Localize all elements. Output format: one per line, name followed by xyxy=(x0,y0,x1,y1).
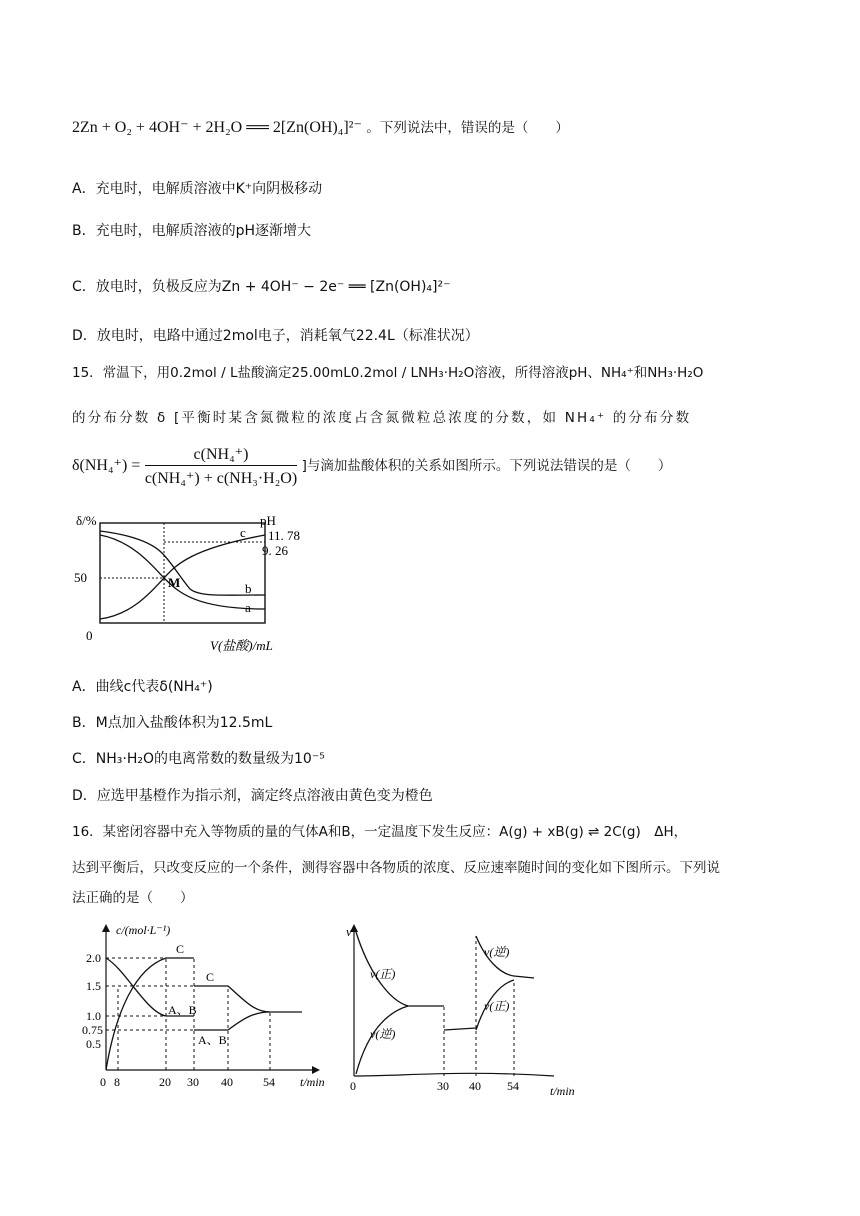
q16-line1: 16．某密闭容器中充入等物质的量的气体A和B，一定温度下发生反应：A(g) + xB(g) ⇌ 2C(g) ΔH， xyxy=(72,824,688,840)
option-label: C． xyxy=(72,279,96,295)
q15-option-c[interactable] xyxy=(72,748,325,768)
option-label: A． xyxy=(72,181,96,197)
q16-rate-figure xyxy=(344,920,584,1100)
q16-fig1-x-tick-0: 0 xyxy=(100,1075,106,1089)
q16-fig1-label-c2: C xyxy=(206,970,215,984)
option-text: 应选甲基橙作为指示剂，滴定终点溶液由黄色变为橙色 xyxy=(96,788,433,804)
q15-formula-lhs: δ(NH₄⁺) = xyxy=(72,457,141,474)
option-label: B． xyxy=(72,715,96,731)
option-text: 充电时，电解质溶液中K⁺向阴极移动 xyxy=(95,181,323,197)
q15-line2: 的分布分数 δ [平衡时某含氮微粒的浓度占含氮微粒总浓度的分数，如 NH₄⁺ 的分布分数 xyxy=(72,410,692,426)
q16-fig1-y-tick-075: 0.75 xyxy=(82,1023,103,1037)
q16-concentration-figure xyxy=(82,920,336,1100)
option-text: 充电时，电解质溶液的pH逐渐增大 xyxy=(95,223,312,239)
q16-fig1-label-ab2: A、B xyxy=(198,1033,227,1047)
option-text: 曲线c代表δ(NH₄⁺) xyxy=(95,679,213,695)
q16-fig2-curve-segment-30-40 xyxy=(444,1028,476,1030)
q16-fig1-x-arrow xyxy=(312,1066,320,1074)
q14-option-d[interactable] xyxy=(72,325,479,345)
q15-right-tick-1178: 11. 78 xyxy=(268,528,301,543)
q16-fig2-label-forward1: v(正) xyxy=(370,967,396,981)
q16-fig1-x-tick-54: 54 xyxy=(263,1075,275,1089)
q14-option-c[interactable] xyxy=(72,276,451,296)
q16-fig2-label-reverse2: v(逆) xyxy=(484,945,510,959)
q16-fig2-x-tick-0: 0 xyxy=(350,1079,356,1093)
q15-line1: 15．常温下，用0.2mol / L盐酸滴定25.00mL0.2mol / LNH₃·H₂O溶液，所得溶液pH、NH₄⁺和NH₃·H₂O xyxy=(72,365,704,381)
q16-fig1-y-label: c/(mol·L⁻¹) xyxy=(116,923,171,937)
q15-formula-line xyxy=(72,444,671,488)
q16-fig1-y-tick-15: 1.5 xyxy=(86,979,101,993)
q16-fig1-y-tick-2: 2.0 xyxy=(86,951,101,965)
q16-line2: 达到平衡后，只改变反应的一个条件，测得容器中各物质的浓度、反应速率随时间的变化如下图所示。下列说 xyxy=(72,860,720,876)
q15-right-tick-926: 9. 26 xyxy=(262,543,288,558)
q15-curve-a xyxy=(100,535,265,609)
option-label: C． xyxy=(72,751,96,767)
q14-equation-line xyxy=(72,116,569,137)
q16-fig2-x-axis xyxy=(354,1073,554,1076)
option-label: A． xyxy=(72,679,96,695)
option-text: 放电时，负极反应为Zn + 4OH⁻ − 2e⁻ ══ [Zn(OH)₄]²⁻ xyxy=(95,279,451,295)
q15-point-m: M xyxy=(168,575,181,590)
option-label: D． xyxy=(72,328,97,344)
q15-line3-suffix: ]与滴加盐酸体积的关系如图所示。下列说法错误的是（ ） xyxy=(301,458,672,474)
q16-fig2-x-tick-40: 40 xyxy=(469,1079,481,1093)
q15-curve-c xyxy=(100,535,265,619)
q16-fig1-curve-c-shift xyxy=(194,986,302,1012)
q16-fig1-y-arrow xyxy=(102,924,110,932)
q14-equation: 2Zn + O₂ + 4OH⁻ + 2H₂O ══ 2[Zn(OH)₄]²⁻ xyxy=(72,119,362,136)
q16-fig1-x-tick-20: 20 xyxy=(159,1075,171,1089)
q16-fig1-x-tick-8: 8 xyxy=(114,1075,120,1089)
q15-x-label: V(盐酸)/mL xyxy=(210,638,273,653)
q16-line3: 法正确的是（ ） xyxy=(72,890,194,906)
q16-fig1-curve-ab-initial xyxy=(106,958,166,1016)
q16-fig1-y-tick-1: 1.0 xyxy=(86,1009,101,1023)
q15-formula-numerator: c(NH₄⁺) xyxy=(145,444,297,466)
q16-fig2-x-label: t/min xyxy=(550,1084,575,1098)
q14-stem-suffix: 。下列说法中，错误的是（ ） xyxy=(366,120,569,136)
q16-fig1-x-tick-40: 40 xyxy=(221,1075,233,1089)
q16-fig2-label-forward2: v(正) xyxy=(484,999,510,1013)
q16-fig1-label-ab1: A、B xyxy=(168,1003,197,1017)
q16-fig2-y-label: v xyxy=(346,924,352,939)
q15-option-b[interactable] xyxy=(72,712,272,732)
q16-fig2-label-reverse1: v(逆) xyxy=(370,1027,396,1041)
q15-y-tick-0: 0 xyxy=(86,628,93,643)
q15-y-tick-50: 50 xyxy=(74,570,87,585)
option-text: M点加入盐酸体积为12.5mL xyxy=(95,715,273,731)
q16-fig1-x-tick-30: 30 xyxy=(187,1075,199,1089)
option-label: D． xyxy=(72,788,97,804)
q15-curve-label-c: c xyxy=(240,525,246,540)
q15-titration-figure xyxy=(72,505,312,655)
q16-fig1-x-label: t/min xyxy=(300,1075,325,1089)
q15-formula-fraction xyxy=(145,444,297,488)
q16-fig1-label-c1: C xyxy=(176,942,185,956)
option-text: NH₃·H₂O的电离常数的数量级为10⁻⁵ xyxy=(95,751,325,767)
q15-formula-denominator: c(NH₄⁺) + c(NH₃·H₂O) xyxy=(144,470,298,487)
q15-curve-label-b: b xyxy=(245,581,252,596)
q15-option-a[interactable] xyxy=(72,676,213,696)
q14-option-a[interactable] xyxy=(72,178,322,198)
q15-curve-label-a: a xyxy=(245,600,251,615)
q16-fig1-curve-ab-shift xyxy=(194,1012,270,1030)
q16-fig2-x-tick-30: 30 xyxy=(437,1079,449,1093)
q15-option-d[interactable] xyxy=(72,785,433,805)
q16-fig2-x-tick-54: 54 xyxy=(507,1079,519,1093)
q15-y-label: δ/% xyxy=(76,513,97,528)
option-text: 放电时，电路中通过2mol电子，消耗氧气22.4L（标准状况） xyxy=(96,328,479,344)
q14-option-b[interactable] xyxy=(72,220,311,240)
q15-right-label: pH xyxy=(260,513,276,528)
option-label: B． xyxy=(72,223,96,239)
q16-fig1-y-tick-05: 0.5 xyxy=(86,1037,101,1051)
